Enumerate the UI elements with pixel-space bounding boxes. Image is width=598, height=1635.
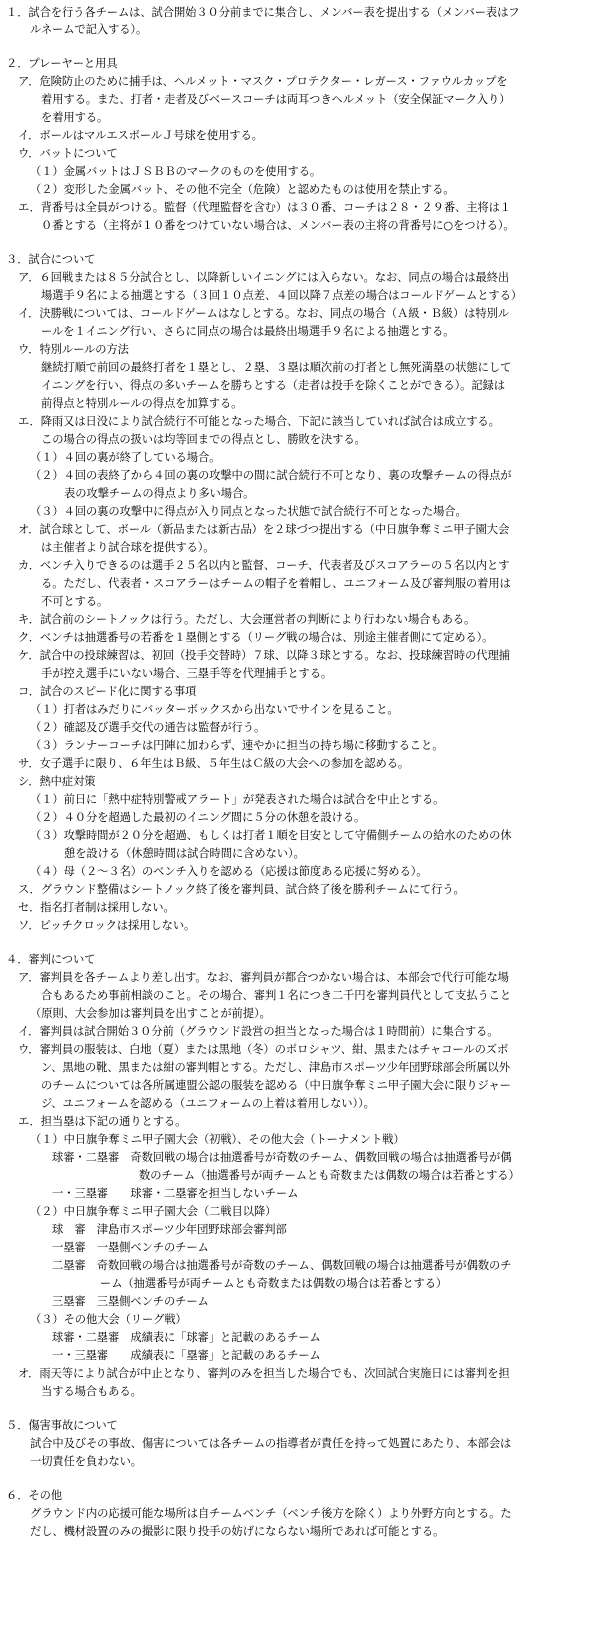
text-line: は主催者より試合球を提供する）。 (41, 541, 215, 554)
text-line: エ．担当塁は下記の通りとする。 (18, 1115, 187, 1128)
text-line: キ．試合前のシートノックは行う。ただし、大会運営者の判断により行わない場合もある。 (18, 613, 476, 626)
section-heading: ３．試合について (6, 253, 96, 266)
text-line: ア．危険防止のために捕手は、ヘルメット・マスク・プロテクター・レガース・ファウルカップを (18, 75, 508, 88)
text-line: （１）打者はみだりにバッターボックスから出ないでサインを見ること。 (30, 703, 399, 716)
text-line: 表の攻撃チームの得点より多い場合。 (64, 487, 255, 500)
text-line: イ．決勝戦については、コールドゲームはなしとする。なお、同点の場合（Ａ級・Ｂ級）は特別ル (18, 307, 509, 320)
text-line: （２）４回の表終了から４回の裏の攻撃中の間に試合続行不可となり、裏の攻撃チームの得点が (30, 469, 512, 482)
text-line: エ．降雨又は日没により試合続行不可能となった場合、下記に該当していれば試合は成立する。 (18, 415, 500, 428)
text-line: セ．指名打者制は採用しない。 (18, 901, 175, 914)
text-line: 試合中及びその事故、傷害については各チームの指導者が責任を持って処置にあたり、本部会は (30, 1437, 512, 1450)
text-line: ソ．ピッチクロックは採用しない。 (18, 919, 196, 932)
text-line: ーム（抽選番号が両チームとも奇数または偶数の場合は若番とする） (100, 1277, 448, 1290)
text-line: ウ．バットについて (18, 147, 118, 160)
text-line: 憩を設ける（休憩時間は試合時間に含めない）。 (64, 847, 305, 860)
text-line: 一・三塁審 球審・二塁審を担当しないチーム (52, 1187, 299, 1200)
text-line: （２）確認及び選手交代の通告は監督が行う。 (30, 721, 266, 734)
text-line: 三塁審 三塁側ベンチのチーム (52, 1295, 209, 1308)
text-line: ０番とする（主将が１０番をつけていない場合は、メンバー表の主将の背番号に○をつける）。 (41, 219, 515, 232)
text-line: エ．背番号は全員がつける。監督（代理監督を含む）は３０番、コーチは２８・２９番、主将は１ (18, 201, 512, 214)
text-line: ア．６回戦または８５分試合とし、以降新しいイニングには入らない。なお、同点の場合は最終出 (18, 271, 510, 284)
text-line: 前得点と特別ルールの得点を加算する。 (41, 397, 243, 410)
text-line: 合もあるため事前相談のこと。その場合、審判１名につき二千円を審判員代として支払うこと (41, 989, 512, 1002)
text-line: 継続打順で前回の最終打者を１塁とし、２塁、３塁は順次前の打者とし無死満塁の状態にして (41, 361, 512, 374)
text-line: （３）４回の裏の攻撃中に得点が入り同点となった状態で試合続行不可となった場合。 (30, 505, 467, 518)
text-line: ウ．特別ルールの方法 (18, 343, 129, 356)
text-line: （２）４０分を超過した最初のイニング間に５分の休憩を設ける。 (30, 811, 366, 824)
text-line: （１）金属バットはＪＳＢＢのマークのものを使用する。 (30, 165, 322, 178)
text-line: のチームについては各所属連盟公認の服装を認める（中日旗争奪ミニ甲子園大会に限りジャー (41, 1079, 511, 1092)
text-line: １．試合を行う各チームは、試合開始３０分前までに集合し、メンバー表を提出する（メンバー表はフ (6, 6, 520, 19)
text-line: イ．審判員は試合開始３０分前（グラウンド設営の担当となった場合は１時間前）に集合する。 (18, 1025, 499, 1038)
text-line: この場合の得点の扱いは均等回までの得点とし、勝敗を決する。 (41, 433, 366, 446)
text-line: 不可とする。 (41, 595, 109, 608)
text-line: （３）その他大会（リーグ戦） (30, 1313, 187, 1326)
text-line: （１）中日旗争奪ミニ甲子園大会（初戦）、その他大会（トーナメント戦） (30, 1133, 405, 1146)
section-heading: ２．プレーヤーと用具 (6, 57, 118, 70)
text-line: を着用する。 (41, 111, 109, 124)
text-line: ン、黒地の靴、黒または紺の審判帽とする。ただし、津島市スポーツ少年団野球部会所属以外 (41, 1061, 510, 1074)
text-line: 数のチーム（抽選番号が両チームとも奇数または偶数の場合は若番とする） (139, 1169, 520, 1182)
text-line: ク．ベンチは抽選番号の若番を１塁側とする（リーグ戦の場合は、別途主催者側にて定める）。 (18, 631, 494, 644)
text-line: 着用する。また、打者・走者及びベースコーチは両耳つきヘルメット（安全保証マーク入り） (41, 93, 511, 106)
text-line: ルネームで記入する）。 (30, 23, 148, 36)
text-line: 一・三塁審 成績表に「塁審」と記載のあるチーム (52, 1349, 321, 1362)
section-heading: ５．傷害事故について (6, 1419, 118, 1432)
text-line: 球審・二塁審 奇数回戦の場合は抽選番号が奇数のチーム、偶数回戦の場合は抽選番号が偶 (52, 1151, 512, 1164)
text-line: （３）攻撃時間が２０分を超過、もしくは打者１順を目安として守備側チームの給水のための休 (30, 829, 512, 842)
text-line: （３）ランナーコーチは円陣に加わらず、速やかに担当の持ち場に移動すること。 (30, 739, 444, 752)
text-line: ウ．審判員の服装は、白地（夏）または黒地（冬）のポロシャツ、紺、黒またはチャコールのズボ (18, 1043, 509, 1056)
text-line: ジ、ユニフォームを認める（ユニフォームの上着は着用しない））。 (41, 1097, 375, 1110)
text-line: イ．ボールはマルエスボールＪ号球を使用する。 (18, 129, 263, 142)
text-line: 場選手９名による抽選とする（３回１０点差、４回以降７点差の場合はコールドゲームとする） (41, 289, 523, 302)
text-line: だし、機材設置のみの撮影に限り投手の妨げにならない場所であれば可能とする。 (30, 1525, 445, 1538)
text-line: グラウンド内の応援可能な場所は自チームベンチ（ベンチ後方を除く）より外野方向とする。た (30, 1507, 512, 1520)
text-line: （２）中日旗争奪ミニ甲子園大会（二戦目以降） (30, 1205, 277, 1218)
text-line: ス．グラウンド整備はシートノック終了後を審判員、試合終了後を勝利チームにて行う。 (18, 883, 465, 896)
text-line: イニングを行い、得点の多いチームを勝ちとする（走者は投手を除くことができる）。記録は (41, 379, 505, 392)
text-line: （１）前日に「熱中症特別警戒アラート」が発表された場合は試合を中止とする。 (30, 793, 445, 806)
text-line: る。ただし、代表者・スコアラーはチームの帽子を着帽し、ユニフォーム及び審判服の着用は (41, 577, 511, 590)
text-line: サ．女子選手に限り、６年生はＢ級、５年生はＣ級の大会への参加を認める。 (18, 757, 410, 770)
text-line: 球審・二塁審 成績表に「球審」と記載のあるチーム (52, 1331, 321, 1344)
section-heading: ４．審判について (6, 953, 96, 966)
text-line: シ．熱中症対策 (18, 775, 96, 788)
text-line: （１）４回の裏が終了している場合。 (30, 451, 221, 464)
section-heading: ６．その他 (6, 1489, 62, 1502)
text-line: カ．ベンチ入りできるのは選手２５名以内と監督、コーチ、代表者及びスコアラーの５名以内とす (18, 559, 510, 572)
text-line: 二塁審 奇数回戦の場合は抽選番号が奇数のチーム、偶数回戦の場合は抽選番号が偶数のチ (52, 1259, 512, 1272)
text-line: ア．審判員を各チームより差し出す。なお、審判員が都合つかない場合は、本部会で代行可能な場 (18, 971, 509, 984)
text-line: オ．試合球として、ボール（新品または新古品）を２球づつ提出する（中日旗争奪ミニ甲子園大会 (18, 523, 510, 536)
text-line: 手が控え選手にいない場合、三塁手等を代理捕手とする。 (41, 667, 333, 680)
text-line: （４）母（２〜３名）のベンチ入りを認める（応援は節度ある応援に努める）。 (30, 865, 428, 878)
text-line: ールを１イニング行い、さらに同点の場合は最終出場選手９名による抽選とする。 (41, 325, 455, 338)
text-line: 一塁審 一塁側ベンチのチーム (52, 1241, 209, 1254)
text-line: 当する場合もある。 (41, 1385, 142, 1398)
text-line: （２）変形した金属バット、その他不完全（危険）と認めたものは使用を禁止する。 (30, 183, 455, 196)
text-line: 一切責任を負わない。 (30, 1455, 142, 1468)
text-line: 球 審 津島市スポーツ少年団野球部会審判部 (52, 1223, 287, 1236)
text-line: （原則、大会参加は審判員を出すことが前提）。 (30, 1007, 271, 1020)
text-line: ケ．試合中の投球練習は、初回（投手交替時）７球、以降３球とする。なお、投球練習時の代理捕 (18, 649, 510, 662)
text-line: オ．雨天等により試合が中止となり、審判のみを担当した場合でも、次回試合実施日には審判を担 (18, 1367, 510, 1380)
text-line: コ．試合のスピード化に関する事項 (18, 685, 197, 698)
